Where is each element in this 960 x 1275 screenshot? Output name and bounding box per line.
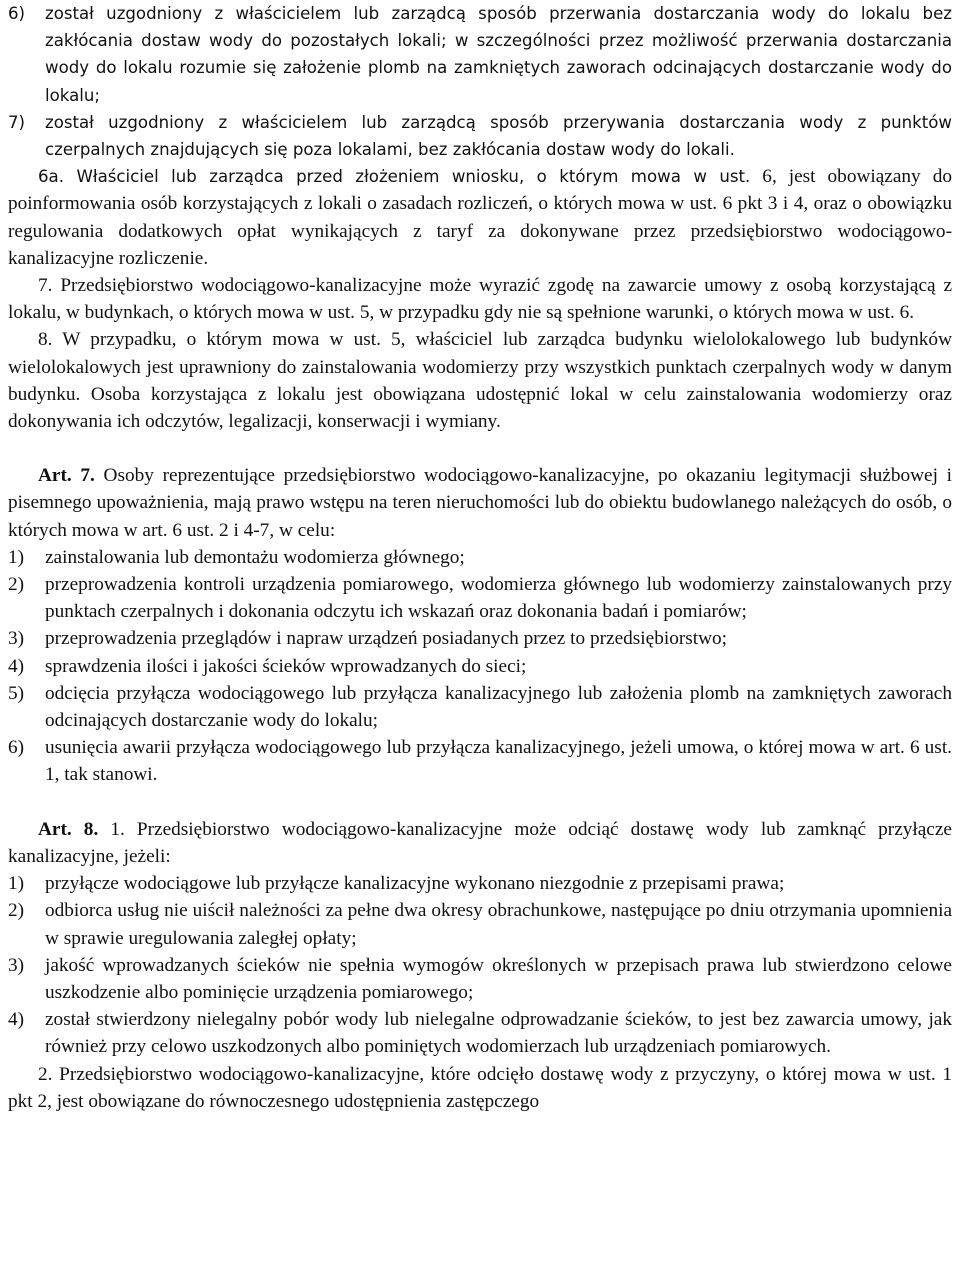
art8-intro-text: 1. Przedsiębiorstwo wodociągowo-kanalizacyjne może odciąć dostawę wody lub zamknąć przyłącze kanalizacyjne, jeżeli: [8, 818, 952, 867]
list-item [8, 680, 952, 734]
item-text: przeprowadzenia przeglądów i napraw urządzeń posiadanych przez to przedsiębiorstwo; [45, 628, 728, 650]
art6-list [8, 0, 952, 272]
item-number: 5) [8, 682, 25, 704]
art7-intro [8, 462, 952, 544]
item-text: sprawdzenia ilości i jakości ścieków wprowadzanych do sieci; [45, 655, 527, 677]
item-number: 3) [8, 628, 25, 650]
item-number: 2) [8, 900, 25, 922]
list-item [8, 897, 952, 951]
item-text: przeprowadzenia kontroli urządzenia pomiarowego, wodomierza głównego lub wodomierzy zainstalowanych przy punktach czerpalnych i dokonania odczytu ich wskazań oraz dokonania badań i pomiarów; [45, 574, 952, 623]
document-page [8, 0, 952, 1115]
item-text: usunięcia awarii przyłącza wodociągowego lub przyłącza kanalizacyjnego, jeżeli umowa, o której mowa w art. 6 ust. 1, tak stanowi. [45, 737, 952, 786]
art7-intro-text: Osoby reprezentujące przedsiębiorstwo wodociągowo-kanalizacyjne, po okazaniu legitymacji służbowej i pisemnego upoważnienia, mają prawo wstępu na teren nieruchomości lub do obiektu budowlanego należących do osób, o których mowa w art. 6 ust. 2 i 4-7, w celu: [8, 465, 952, 541]
item-number: 4) [8, 655, 25, 677]
list-item [8, 625, 952, 652]
art8-intro [8, 816, 952, 870]
item-number: 1) [8, 873, 25, 895]
item-number: 3) [8, 954, 25, 976]
item-text: został uzgodniony z właścicielem lub zarządcą sposób przerywania dostarczania wody z punktów czerpalnych znajdujących się poza lokalami, bez zakłócania dostaw wody do lokali. [45, 112, 952, 160]
item-text: został stwierdzony nielegalny pobór wody lub nielegalne odprowadzanie ścieków, to jest bez zawarcia umowy, jak również przy celowo uszkodzonych albo pominiętych wodomierzach lub urządzeniach pomiarowych. [45, 1009, 952, 1058]
list-item [8, 870, 952, 897]
paragraph-6a [8, 163, 952, 272]
list-item [8, 734, 952, 788]
paragraph-7: 7. Przedsiębiorstwo wodociągowo-kanalizacyjne może wyrazić zgodę na zawarcie umowy z osobą korzystającą z lokalu, w budynkach, o których mowa w ust. 5, w przypadku gdy nie są spełnione warunki, o których mowa w ust. 6. [8, 275, 952, 324]
item-number: 6) [8, 4, 26, 23]
item-text: odbiorca usług nie uiścił należności za pełne dwa okresy obrachunkowe, następujące po dniu otrzymania upomnienia w sprawie uregulowania zaległej opłaty; [45, 900, 952, 949]
item-number: 6) [8, 737, 25, 759]
list-item [8, 653, 952, 680]
list-item [8, 544, 952, 571]
item-text: przyłącze wodociągowe lub przyłącze kanalizacyjne wykonano niezgodnie z przepisami prawa; [45, 873, 785, 895]
list-item [8, 0, 952, 109]
art8-heading: Art. 8. [38, 818, 99, 840]
art7-list [8, 544, 952, 789]
item-number: 7) [8, 112, 26, 132]
item-text: jakość wprowadzanych ścieków nie spełnia wymogów określonych w przepisach prawa lub stwierdzono celowe uszkodzenie albo pominięcie urządzenia pomiarowego; [45, 954, 952, 1003]
list-item [8, 109, 952, 163]
item-text: odcięcia przyłącza wodociągowego lub przyłącza kanalizacyjnego lub założenia plomb na zamkniętych zaworach odcinających dostarczanie wody do lokalu; [45, 682, 952, 732]
art8-paragraph-2: 2. Przedsiębiorstwo wodociągowo-kanalizacyjne, które odcięło dostawę wody z przyczyny, o której mowa w ust. 1 pkt 2, jest obowiązane do równoczesnego udostępnienia zastępczego [8, 1063, 952, 1112]
list-item [8, 952, 952, 1006]
paragraph-6a-part1: 6a. Właściciel lub zarządca przed złożeniem wniosku, o którym mowa w ust. [38, 167, 751, 187]
paragraph-8: 8. W przypadku, o którym mowa w ust. 5, właściciel lub zarządca budynku wielolokalowego lub budynków wielolokalowych jest uprawniony do zainstalowania wodomierzy przy wszystkich punktach czerpalnych wody w danym budynku. Osoba korzystająca z lokalu jest obowiązana udostępnić lokal w celu zainstalowania wodomierzy oraz dokonywania ich odczytów, legalizacji, konserwacji i wymiany. [8, 329, 952, 433]
list-item [8, 1006, 952, 1060]
art8-list [8, 870, 952, 1060]
art7-heading: Art. 7. [38, 465, 95, 487]
item-text: został uzgodniony z właścicielem lub zarządcą sposób przerwania dostarczania wody do lokalu bez zakłócania dostaw wody do pozostałych lokali; w szczególności przez możliwość przerwania dostarczania wody do lokalu rozumie się założenie plomb na zamkniętych zaworach odcinających dostarczanie wody do lokalu; [45, 4, 952, 105]
paragraph-6a-part2: 6, jest obowiązany do poinformowania osób korzystających z lokali o zasadach rozliczeń, o których mowa w ust. 6 pkt 3 i 4, oraz o obowiązku regulowania dodatkowych opłat wynikających z taryf za dokonywane przez przedsiębiorstwo wodociągowo-kanalizacyjne rozliczenie. [8, 166, 952, 269]
list-item [8, 571, 952, 625]
item-number: 4) [8, 1009, 25, 1031]
item-text: zainstalowania lub demontażu wodomierza głównego; [45, 546, 465, 568]
item-number: 1) [8, 546, 25, 568]
item-number: 2) [8, 574, 25, 596]
